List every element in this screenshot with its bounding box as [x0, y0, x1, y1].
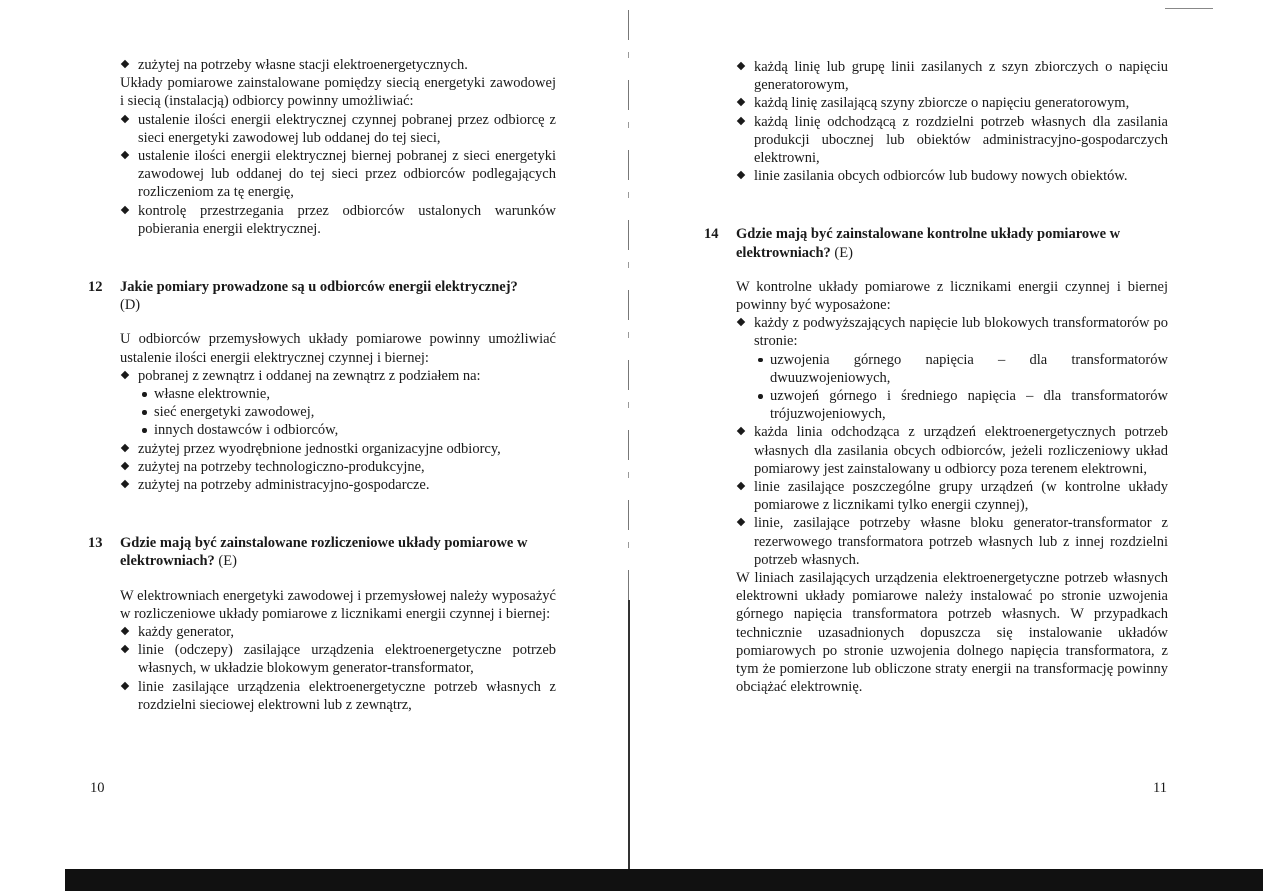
question-14-heading	[704, 225, 1168, 261]
list-item: zużytej przez wyodrębnione jednostki organizacyjne odbiorcy,	[120, 440, 556, 458]
scan-edge-bar	[65, 869, 1263, 891]
sub-list-item: uzwojeń górnego i średniego napięcia – dla transformatorów trójuzwojeniowych,	[736, 387, 1168, 423]
question-title: Gdzie mają być zainstalowane rozliczeniowe układy pomiarowe w elektrowniach?	[120, 535, 528, 570]
list-item: pobranej z zewnątrz i oddanej na zewnątrz z podziałem na:	[120, 367, 556, 385]
page-number-right: 11	[1153, 780, 1167, 796]
question-tag: (E)	[834, 244, 853, 261]
list-item: linie, zasilające potrzeby własne bloku generator-transformator z rezerwowego transformatora potrzeb własnych lub z innej rozdzielni potrzeb własnych.	[736, 514, 1168, 569]
page-number-left: 10	[90, 780, 105, 796]
list-item: zużytej na potrzeby administracyjno-gospodarcze.	[120, 476, 556, 494]
intro-list	[120, 111, 556, 238]
question-13-heading	[88, 534, 556, 570]
list-item: kontrolę przestrzegania przez odbiorców ustalonych warunków pobierania energii elektrycznej.	[120, 202, 556, 238]
q12-paragraph: U odbiorców przemysłowych układy pomiarowe powinny umożliwiać ustalenie ilości energii elektrycznej czynnej i biernej:	[120, 331, 556, 366]
gutter-line-lower	[628, 600, 630, 870]
sub-list-item: uzwojenia górnego napięcia – dla transformatorów dwuuzwojeniowych,	[736, 351, 1168, 387]
q14-list	[736, 314, 1168, 569]
list-item: ustalenie ilości energii elektrycznej czynnej pobranej przez odbiorcę z sieci energetyki zawodowej lub oddanej do tej sieci,	[120, 111, 556, 147]
sub-list-item: innych dostawców i odbiorców,	[120, 421, 556, 439]
list-item: linie zasilające urządzenia elektroenergetyczne potrzeb własnych z rozdzielni sieciowej elektrowni lub z zewnątrz,	[120, 678, 556, 714]
left-page	[88, 0, 556, 714]
list-item: każda linia odchodząca z urządzeń elektroenergetycznych potrzeb własnych dla zasilania obcych odbiorców, jeżeli rozliczeniowy układ pomiarowy jest zainstalowany u odbiorcy poza terenem elektrowni,	[736, 423, 1168, 478]
list-item: każdą linię lub grupę linii zasilanych z szyn zbiorczych o napięciu generatorowym,	[736, 58, 1168, 94]
q13-list	[120, 623, 556, 714]
list-item: każdą linię odchodzącą z rozdzielni potrzeb własnych dla zasilania produkcji ubocznej lub obiektów administracyjno-gospodarczych elektrowni,	[736, 113, 1168, 168]
list-item: ustalenie ilości energii elektrycznej biernej pobranej z sieci energetyki zawodowej lub oddanej do tej sieci przez odbiorców podlegających rozliczeniom za tę energię,	[120, 147, 556, 202]
question-title: Gdzie mają być zainstalowane kontrolne układy pomiarowe w elektrowniach?	[736, 226, 1121, 261]
list-item: linie (odczepy) zasilające urządzenia elektroenergetyczne potrzeb własnych, w układzie blokowym generator-transformator,	[120, 641, 556, 677]
intro-bullet-list	[120, 56, 556, 74]
question-title: Jakie pomiary prowadzone są u odbiorców energii elektrycznej?	[120, 279, 518, 296]
list-item: linie zasilania obcych odbiorców lub budowy nowych obiektów.	[736, 167, 1168, 185]
sub-list-item: własne elektrownie,	[120, 385, 556, 403]
question-tag: (E)	[218, 553, 237, 570]
q14-closing-paragraph: W liniach zasilających urządzenia elektroenergetyczne potrzeb własnych elektrowni układy pomiarowe należy instalować po stronie uzwojenia górnego napięcia transformatora potrzeb własnych. W przypadkach technicznie uzasadnionych dopuszcza się instalowanie układów pomiarowych po stronie uzwojenia dolnego napięcia transformatora, z tym że pomierzone lub obliczone straty energii na transformację powinny obciążać elektrownię.	[736, 570, 1168, 696]
list-item: linie zasilające poszczególne grupy urządzeń (w kontrolne układy pomiarowe z licznikami tylko energii czynnej),	[736, 478, 1168, 514]
list-item: każdą linię zasilającą szyny zbiorcze o napięciu generatorowym,	[736, 94, 1168, 112]
q13-paragraph: W elektrowniach energetyki zawodowej i przemysłowej należy wyposażyć w rozliczeniowe układy pomiarowe z licznikami energii czynnej i biernej:	[120, 587, 556, 622]
list-item: zużytej na potrzeby technologiczno-produkcyjne,	[120, 458, 556, 476]
question-number: 12	[88, 279, 103, 296]
q12-list	[120, 367, 556, 494]
question-tag: (D)	[120, 297, 141, 314]
question-number: 14	[704, 226, 719, 243]
question-12-heading	[88, 278, 556, 314]
sub-list-item: sieć energetyki zawodowej,	[120, 403, 556, 421]
q14-paragraph: W kontrolne układy pomiarowe z licznikami energii czynnej i biernej powinny być wyposażone:	[736, 278, 1168, 314]
list-item: każdy z podwyższających napięcie lub blokowych transformatorów po stronie:	[736, 314, 1168, 350]
list-item: każdy generator,	[120, 623, 556, 641]
question-number: 13	[88, 535, 103, 552]
intro-paragraph: Układy pomiarowe zainstalowane pomiędzy siecią energetyki zawodowej i siecią (instalacją) odbiorcy powinny umożliwiać:	[120, 75, 556, 110]
scan-mark	[1165, 8, 1213, 9]
right-page	[704, 0, 1168, 697]
continued-list	[736, 58, 1168, 185]
list-item: zużytej na potrzeby własne stacji elektroenergetycznych.	[120, 56, 556, 74]
